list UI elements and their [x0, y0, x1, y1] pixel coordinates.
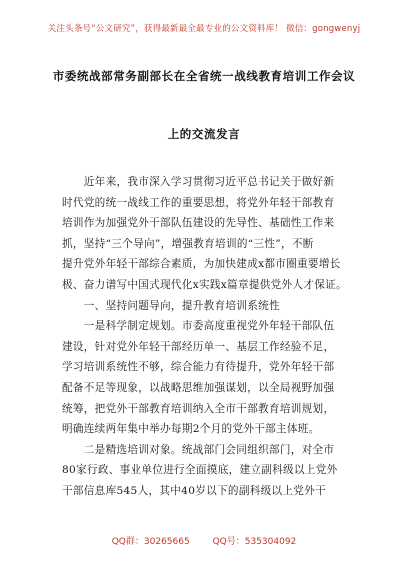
- document-title-line-1: 市委统战部常务副部长在全省统一战线教育培训工作会议: [52, 69, 356, 83]
- body-line: 明确连续两年集中举办每期2个月的党外干部主体班。: [62, 423, 320, 436]
- body-line: 一是科学制定规划。市委高度重视党外年轻干部队伍: [62, 320, 335, 333]
- body-line: 80家行政、事业单位进行全面摸底，建立副科级以上党外: [62, 464, 338, 477]
- body-line: 极、奋力谱写中国式现代化x实践x篇章提供党外人才保证。: [62, 278, 347, 291]
- body-line: 二是精选培训对象。统战部门会同组织部门，对全市: [62, 443, 335, 456]
- body-line: 培训作为加强党外干部队伍建设的先导性、基础性工作来: [62, 217, 335, 230]
- footer-qq-number: QQ号：535304092: [212, 537, 297, 547]
- section-heading: 一、坚持问题导向，提升教育培训系统性: [62, 299, 280, 312]
- footer-qq-group: QQ群：30265665: [111, 537, 190, 547]
- body-line: 干部信息库545人，其中40岁以下的副科级以上党外干: [62, 484, 326, 497]
- footer-contact: [0, 534, 408, 547]
- body-line: 建设，针对党外年轻干部经历单一、基层工作经验不足，: [62, 340, 335, 353]
- header-promo-note: 关注头条号“公文研究”，获得最新最全最专业的公文资料库！ 微信：gongwenyj: [47, 24, 361, 34]
- body-line: 近年来，我市深入学习贯彻习近平总书记关于做好新: [62, 176, 335, 188]
- body-line: 时代党的统一战线工作的重要思想，将党外年轻干部教育: [62, 196, 335, 209]
- document-title-line-2: 上的交流发言: [167, 127, 241, 141]
- body-line: 抓，坚持“三个导向”，增强教育培训的“三性”，不断: [62, 237, 314, 250]
- document-body: [62, 172, 356, 502]
- body-line: 配备不足等现象，以战略思维加强谋划，以全局视野加强: [62, 381, 335, 394]
- body-line: 统筹，把党外干部教育培训纳入全市干部教育培训规划，: [62, 402, 335, 415]
- body-line: 提升党外年轻干部综合素质，为加快建成x都市圈重要增长: [62, 258, 341, 271]
- body-line: 学习培训系统性不够，综合能力有待提升，党外年轻干部: [62, 361, 335, 374]
